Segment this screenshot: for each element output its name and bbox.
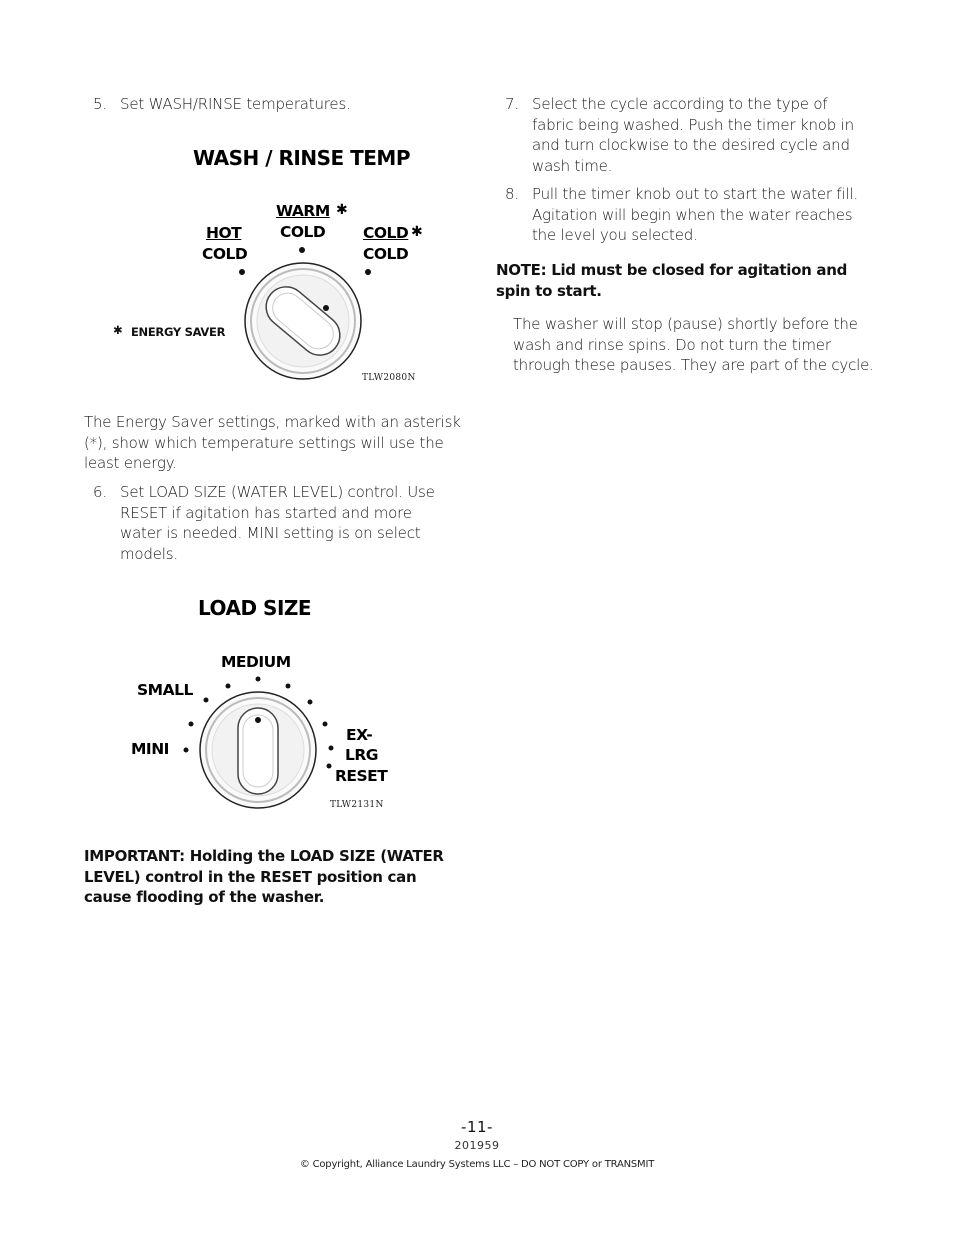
label-reset: RESET (335, 767, 388, 785)
dial-indicator (323, 305, 329, 311)
copyright: © Copyright, Alliance Laundry Systems LLC – DO NOT COPY or TRANSMIT (299, 1159, 655, 1170)
label-mini: MINI (131, 740, 169, 758)
step-7 (496, 94, 876, 178)
label-medium: MEDIUM (221, 653, 291, 671)
label-hot: HOT (206, 224, 242, 242)
step-7-number: 7. (505, 95, 519, 113)
warm-asterisk: ✱ (336, 202, 348, 218)
step-5 (84, 94, 464, 116)
page-number: -11- (461, 1118, 493, 1136)
label-hot-cold: COLD (202, 245, 248, 263)
step-5-number: 5. (93, 95, 107, 113)
lid-note: NOTE: Lid must be closed for agitation and spin to start. (496, 261, 848, 300)
label-exlrg-1: EX- (346, 726, 373, 744)
doc-number: 201959 (454, 1139, 500, 1152)
load-size-dial[interactable] (120, 590, 420, 820)
dot-hot (239, 269, 245, 275)
wash-rinse-title: WASH / RINSE TEMP (193, 146, 410, 170)
dot-warm (299, 247, 305, 253)
step-8-text: Pull the timer knob out to start the water fill. Agitation will begin when the water reaches the level you selected. (532, 185, 858, 244)
step-6-text: Set LOAD SIZE (WATER LEVEL) control. Use RESET if agitation has started and more water is needed. MINI setting is on select models. (120, 483, 435, 563)
energy-saver-note: The Energy Saver settings, marked with an asterisk (*), show which temperature settings will use the least energy. (84, 413, 461, 472)
label-cold-cold: COLD (363, 245, 409, 263)
step-8 (496, 184, 876, 248)
load-dial-indicator (255, 717, 261, 723)
energy-saver-asterisk: ✱ (113, 323, 123, 337)
step-6 (84, 482, 464, 566)
dot-cold (365, 269, 371, 275)
wash-rinse-dial[interactable] (100, 140, 430, 390)
step-7-text: Select the cycle according to the type of fabric being washed. Push the timer knob in and turn clockwise to the desired cycle and wash time. (532, 95, 854, 175)
label-cold: COLD (363, 224, 409, 242)
wash-rinse-temp-figure (100, 140, 430, 390)
label-exlrg-2: LRG (345, 746, 379, 764)
energy-saver-label: ENERGY SAVER (131, 325, 226, 339)
step-5-text: Set WASH/RINSE temperatures. (120, 95, 351, 113)
important-warning: IMPORTANT: Holding the LOAD SIZE (WATER LEVEL) control in the RESET position can cause flooding of the washer. (84, 847, 444, 906)
load-size-title: LOAD SIZE (198, 596, 312, 620)
load-size-figure-code: TLW2131N (330, 800, 384, 810)
label-small: SMALL (137, 681, 193, 699)
label-warm: WARM (276, 202, 330, 220)
cold-asterisk: ✱ (411, 224, 423, 240)
pause-text: The washer will stop (pause) shortly before the wash and rinse spins. Do not turn the timer through these pauses. They are part of the cycle. (513, 315, 874, 374)
step-8-number: 8. (505, 185, 519, 203)
wash-rinse-figure-code: TLW2080N (362, 373, 416, 383)
step-6-number: 6. (93, 483, 107, 501)
label-warm-cold: COLD (280, 223, 326, 241)
load-size-figure (120, 590, 420, 820)
